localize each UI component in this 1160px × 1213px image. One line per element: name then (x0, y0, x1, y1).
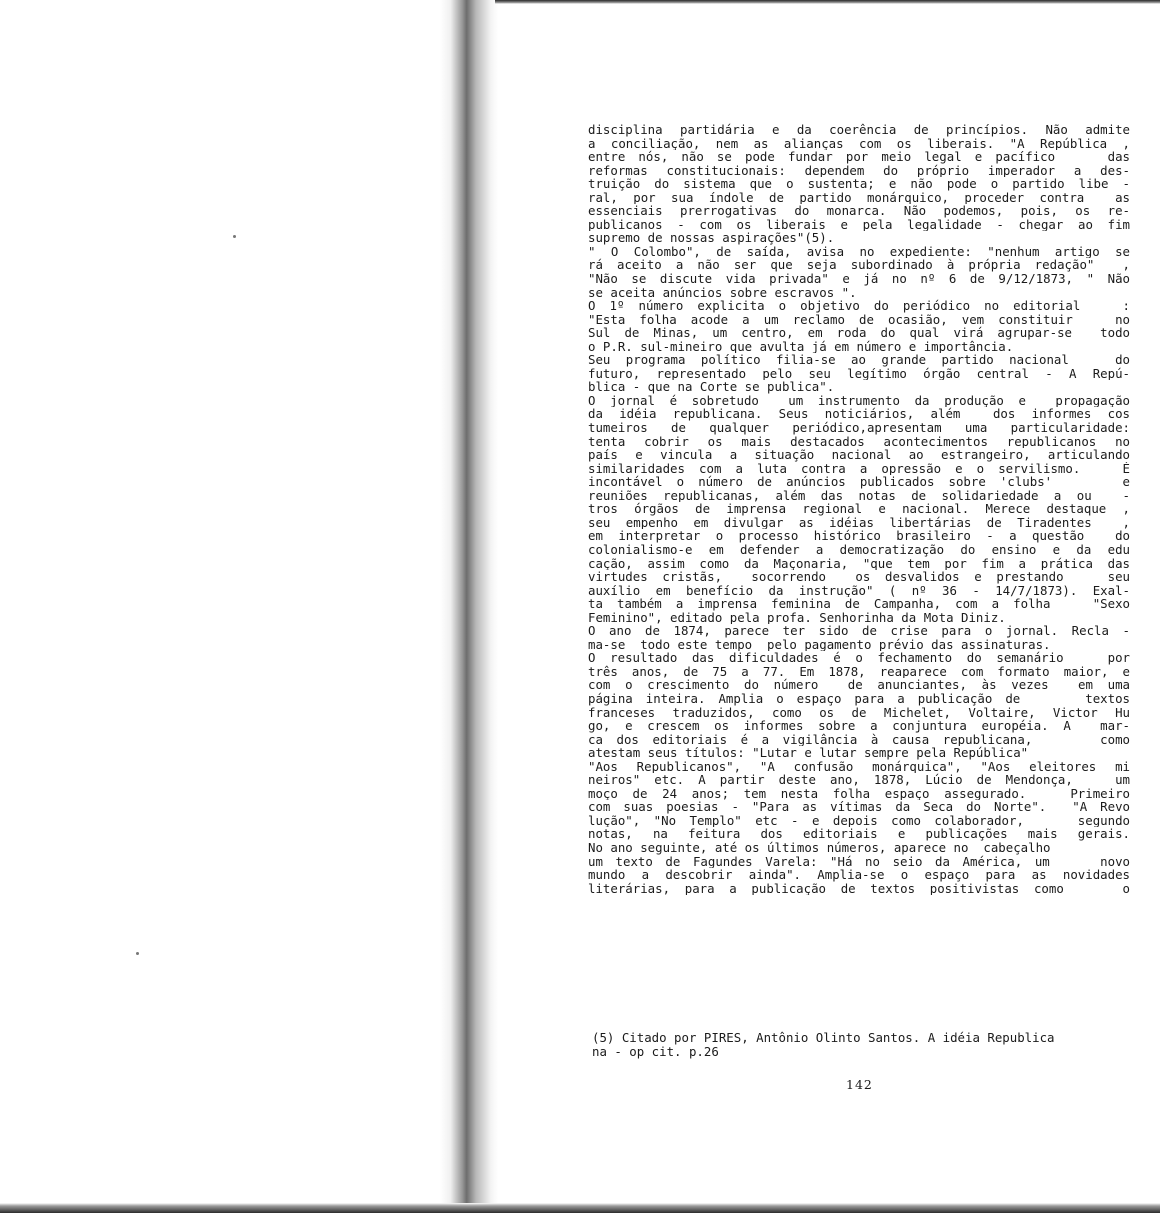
text-line: futuro, representado pelo seu legítimo órgão central - A Repú- (588, 366, 1130, 381)
text-line: página inteira. Amplia o espaço para a publicação de textos (588, 691, 1130, 706)
text-line: O ano de 1874, parece ter sido de crise para o jornal. Recla - (588, 624, 1130, 638)
text-line: atestam seus títulos: "Lutar e lutar sempre pela República" (588, 746, 1029, 760)
text-line: supremo de nossas aspirações"(5). (588, 231, 835, 245)
text-line: a conciliação, nem as alianças com os liberais. "A República , (588, 136, 1130, 151)
text-line: "Esta folha acode a um reclamo de ocasião, vem constituir no (588, 312, 1130, 327)
page-number: 142 (846, 1077, 873, 1092)
text-line: publicanos - com os liberais e pela legalidade - chegar ao fim (588, 217, 1130, 232)
text-line: tumeiros de qualquer periódico,apresentam uma particularidade: (588, 421, 1130, 435)
text-line: notas, na feitura dos editoriais e publicações mais gerais. (588, 827, 1130, 841)
text-line: virtudes cristãs, socorrendo os desvalidos e prestando seu (588, 570, 1130, 584)
text-line: ral, por sua índole de partido monárquico, proceder contra as (588, 190, 1130, 205)
book-gutter (440, 0, 498, 1213)
text-line: um texto de Fagundes Varela: "Há no seio da América, um novo (588, 854, 1130, 869)
text-line: o P.R. sul-mineiro que avulta já em número e importância. (588, 339, 1014, 354)
scan-speck (233, 235, 236, 238)
text-line: colonialismo-e em defender a democratização do ensino e da edu (588, 542, 1130, 557)
text-line: em interpretar o processo histórico brasileiro - a questão do (588, 529, 1130, 543)
text-line: com o crescimento do número de anunciantes, às vezes em uma (588, 678, 1130, 692)
text-line: truição do sistema que o sustenta; e não pode o partido libe - (588, 177, 1130, 191)
text-line: da idéia republicana. Seus noticiários, além dos informes cos (588, 407, 1130, 422)
scan-speck (136, 952, 139, 955)
text-line: similaridades com a luta contra a opressão e o servilismo. É (588, 461, 1130, 476)
text-line: na - op cit. p.26 (592, 1045, 719, 1059)
text-line: seu empenho em divulgar as idéias libertárias de Tiradentes , (588, 515, 1130, 530)
text-line: moço de 24 anos; tem nesta folha espaço assegurado. Primeiro (588, 786, 1130, 801)
text-line: ta também a imprensa feminina de Campanha, com a folha "Sexo (588, 597, 1130, 611)
text-line: mundo a descobrir ainda". Amplia-se o espaço para as novidades (588, 868, 1130, 882)
text-line: reuniões republicanas, além das notas de solidariedade a ou - (588, 488, 1130, 503)
text-line: Seu programa político filia-se ao grande partido nacional do (588, 353, 1130, 367)
text-line: se aceita anúncios sobre escravos ". (588, 285, 857, 300)
text-line: auxílio em benefício da instrução" ( nº 36 - 14/7/1873). Exal- (588, 583, 1130, 598)
text-line: três anos, de 75 a 77. Em 1878, reaparece com formato maior, e (588, 664, 1130, 679)
text-line: país e vincula a situação nacional ao estrangeiro, articulando (588, 448, 1130, 462)
text-line: O resultado das dificuldades é o fechamento do semanário por (588, 651, 1130, 665)
text-line: ca dos editoriais é a vigilância à causa republicana, como (588, 732, 1130, 747)
text-line: cação, assim como da Maçonaria, "que tem por fim a prática das (588, 556, 1130, 571)
text-line: com suas poesias - "Para as vítimas da Seca do Norte". "A Revo (588, 800, 1130, 814)
text-line: O 1º número explicita o objetivo do periódico no editorial : (588, 299, 1130, 313)
text-line: go, e crescem os informes sobre a conjuntura européia. A mar- (588, 719, 1130, 733)
text-line: entre nós, não se pode fundar por meio legal e pacífico das (588, 150, 1130, 164)
top-page-edge (495, 0, 1160, 4)
text-line: franceses traduzidos, como os de Michelet, Voltaire, Victor Hu (588, 705, 1130, 720)
bottom-page-edge (0, 1203, 1160, 1213)
text-line: lução", "No Templo" etc - e depois como colaborador, segundo (588, 813, 1130, 828)
text-line: reformas constitucionais: dependem do próprio imperador a des- (588, 163, 1130, 178)
text-line: "Não se discute vida privada" e já no nº 6 de 9/12/1873, " Não (588, 272, 1130, 286)
text-line: essenciais prerrogativas do monarca. Não podemos, pois, os re- (588, 204, 1130, 218)
text-line: incontável o número de anúncios publicados sobre 'clubs' e (588, 475, 1130, 489)
text-line: neiros" etc. A partir deste ano, 1878, Lúcio de Mendonça, um (588, 773, 1130, 787)
text-line: blica - que na Corte se publica". (588, 380, 835, 394)
text-line: Feminino", editado pela profa. Senhorinha da Mota Diniz. (588, 610, 1006, 625)
text-line: tenta cobrir os mais destacados acontecimentos republicanos no (588, 434, 1130, 449)
text-line: literárias, para a publicação de textos positivistas como o (588, 881, 1130, 896)
text-line: tros órgãos de imprensa regional e nacional. Merece destaque , (588, 502, 1130, 516)
text-line: Sul de Minas, um centro, em roda do qual virá agrupar-se todo (588, 326, 1130, 340)
text-line: "Aos Republicanos", "A confusão monárquica", "Aos eleitores mi (588, 759, 1130, 774)
text-line: " O Colombo", de saída, avisa no expediente: "nenhum artigo se (588, 244, 1130, 259)
footnote (592, 1031, 1132, 1059)
text-line: disciplina partidária e da coerência de princípios. Não admite (588, 123, 1130, 137)
body-text (588, 123, 1130, 895)
text-line: No ano seguinte, até os últimos números, aparece no cabeçalho (588, 840, 1051, 855)
text-line: (5) Citado por PIRES, Antônio Olinto Santos. A idéia Republica (592, 1031, 1055, 1045)
text-line: O jornal é sobretudo um instrumento da produção e propagação (588, 393, 1130, 408)
text-line: rá aceito a não ser que seja subordinado à própria redação" , (588, 258, 1130, 273)
text-line: ma-se todo este tempo pelo pagamento prévio das assinaturas. (588, 637, 1051, 652)
